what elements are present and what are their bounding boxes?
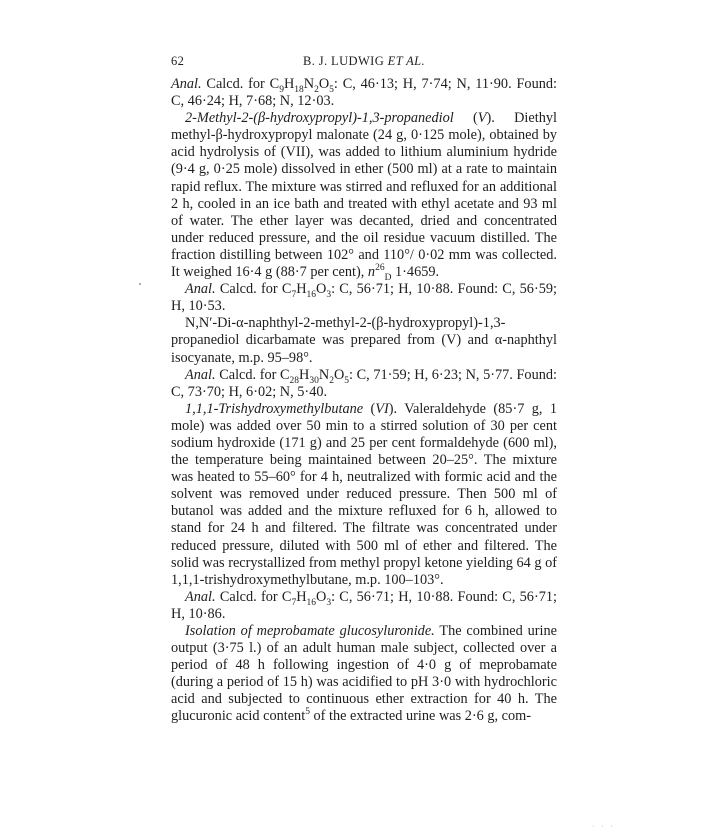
compound-v-paragraph (171, 110, 557, 281)
compound-vi-paragraph (171, 401, 557, 589)
text-segment: VI (375, 400, 389, 417)
text-segment: The combined urine output (3·75 l.) of an adult human male subject, collected over a period of 48 h following ingestion of 4·0 g of meprobamate (during a period of 15 h) was acidified to pH 3·0 with hydrochloric acid and subjected to continuous ether extraction for 40 h. The glucuronic acid content (171, 623, 557, 725)
analysis-paragraph (171, 367, 557, 401)
text-segment: Anal. (185, 281, 216, 298)
text-segment: Anal. (171, 76, 202, 92)
text-segment: 18 (294, 84, 304, 95)
text-segment: : C, 46·13; H, 7·74; N, 11·90. Found: C, 46·24; H, 7·68; N, 12·03. (171, 76, 557, 110)
text-segment: H (296, 281, 307, 298)
running-header (171, 54, 557, 70)
text-segment: 7 (291, 597, 297, 608)
text-segment: Isolation of meprobamate glucosyluronide. (185, 623, 435, 639)
text-segment: O (318, 76, 330, 92)
analysis-paragraph (171, 281, 557, 315)
text-segment: n (367, 264, 376, 281)
text-segment: 28 (289, 375, 300, 386)
text-segment: ). Valeraldehyde (85·7 g, 1 mole) was added over 50 min to a stirred solution of 30 per cent sodium hydroxide (171 g) and 25 per cent formaldehyde (600 ml), the temperature being maintained between 20–25°. The mixture was heated to 55–60° for 4 h, neutralized with formic acid and the solvent was removed under reduced pressure. Then 500 ml of butanol was added and the mixture refluxed for 6 h, allowed to stand for 24 h and filtered. The filtrate was concentrated under reduced pressure, diluted with 500 ml of ether and filtered. The solid was recrystallized from methyl propyl ketone yielding 64 g of 1,1,1-trishydroxymethylbutane, m.p. 100–103°. (171, 400, 557, 588)
text-segment: 16 (306, 289, 317, 300)
text-segment: : C, 56·71; H, 10·88. Found: C, 56·59; H, 10·53. (171, 281, 557, 315)
text-segment: ( (363, 400, 376, 417)
text-segment: 5 (344, 375, 350, 386)
text-segment: Anal. (185, 366, 216, 383)
text-segment: 2 (329, 375, 334, 386)
text-segment: 2-Methyl-2-(β-hydroxypropyl)-1,3-propanediol (185, 110, 454, 127)
text-segment: N (303, 76, 315, 92)
text-segment: 16 (306, 597, 317, 608)
text-segment: N (318, 366, 330, 383)
analysis-paragraph (171, 589, 557, 623)
page-number: 62 (171, 54, 185, 68)
text-segment: Calcd. for C (201, 76, 280, 92)
article-body (171, 76, 557, 726)
text-segment: Calcd. for C (215, 281, 292, 298)
text-segment: 30 (309, 375, 319, 386)
running-head-authors (171, 54, 557, 69)
text-segment: 2 (314, 84, 319, 95)
text-segment: H (296, 588, 307, 605)
text-segment: 5 (329, 84, 334, 95)
text-segment: 3 (326, 597, 332, 608)
text-segment: H (299, 366, 310, 383)
text-segment: O (316, 588, 327, 605)
text-segment: N,N′-Di-α-naphthyl-2-methyl-2-(β-hydroxypropyl)-1,3-propanediol dicarbamate was prepared from (V) and α-naphthyl isocyanate, m.p. 95–98°. (171, 315, 557, 366)
text-segment: : C, 56·71; H, 10·88. Found: C, 56·71; H, 10·86. (171, 588, 557, 622)
text-segment: 5 (305, 707, 310, 718)
text-segment: 7 (291, 289, 297, 300)
text-segment: Calcd. for C (215, 366, 290, 383)
text-segment: Calcd. for C (215, 588, 292, 605)
author-line: B. J. LUDWIG (302, 54, 385, 68)
text-segment: 1·4659. (391, 264, 440, 281)
text-segment: 1,1,1-Trishydroxymethylbutane (185, 400, 364, 417)
scan-speck (139, 283, 141, 285)
text-segment: O (316, 281, 327, 298)
text-segment: 26 (375, 263, 385, 274)
text-segment: 3 (326, 289, 332, 300)
text-segment: O (333, 366, 345, 383)
analysis-paragraph (171, 76, 557, 110)
text-segment: ). Diethyl methyl-β-hydroxypropyl malonate (24 g, 0·125 mole), obtained by acid hydrolysis of (VII), was added to lithium aluminium hydride (9·4 g, 0·25 mole) dissolved in ether (500 ml) at a rate to maintain rapid reflux. The mixture was stirred and refluxed for an additional 2 h, cooled in an ice bath and treated with ethyl acetate and 93 ml of water. The ether layer was decanted, dried and concentrated under reduced pressure, and the oil residue vacuum distilled. The fraction distilling between 102° and 110°/ 0·02 mm was collected. It weighed 16·4 g (88·7 per cent), (171, 110, 557, 281)
glucosyluronide-paragraph (171, 623, 557, 726)
text-segment: ( (453, 110, 478, 127)
text-segment: of the extracted urine was 2·6 g, com- (309, 708, 532, 725)
text-segment: Anal. (185, 588, 216, 605)
text-segment: D (384, 272, 392, 283)
text-segment: H (283, 76, 295, 92)
dicarbamate-paragraph (171, 315, 557, 366)
text-segment: : C, 71·59; H, 6·23; N, 5·77. Found: C, 73·70; H, 6·02; N, 5·40. (171, 366, 557, 400)
text-segment: V (477, 110, 487, 127)
text-segment: 9 (279, 84, 284, 95)
et-al: ET AL. (387, 54, 426, 68)
scan-artifact-dots: · · · (592, 822, 615, 831)
